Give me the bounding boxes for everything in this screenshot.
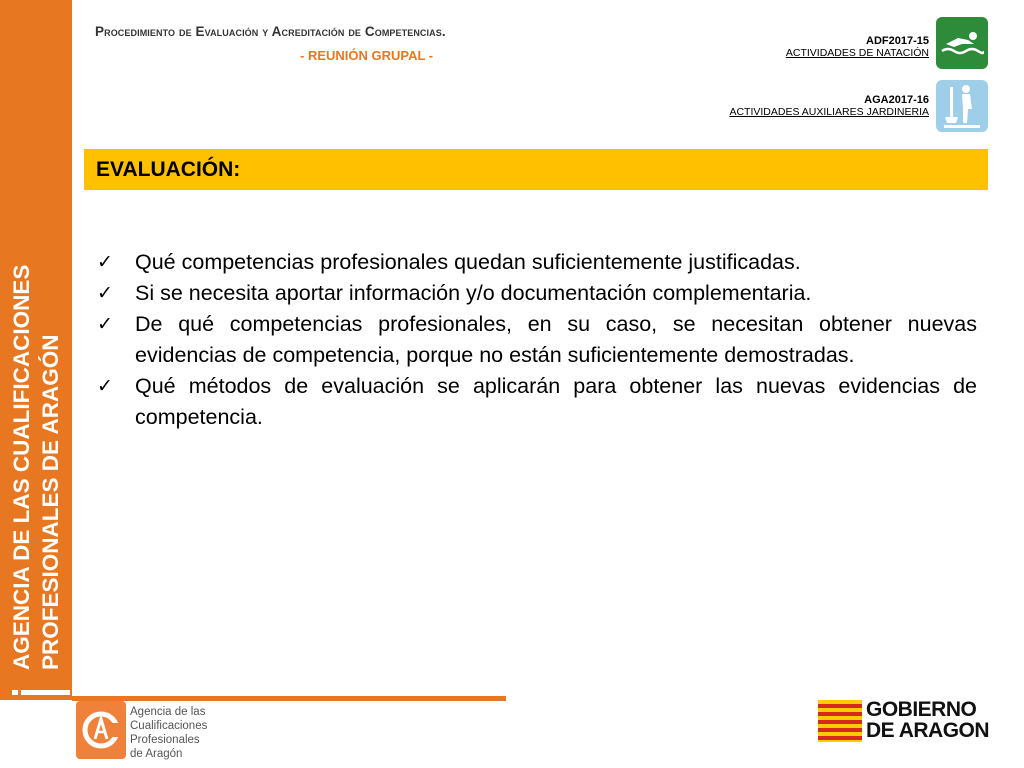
agency-logo-graphic xyxy=(76,701,126,759)
qualification-code: ADF2017-15 xyxy=(866,35,929,47)
checkmark-icon: ✓ xyxy=(97,376,113,397)
agency-logo-line: Agencia de las xyxy=(130,706,206,718)
list-item-text: Qué competencias profesionales quedan suficientemente justificadas. xyxy=(135,250,801,274)
aragon-flag-icon xyxy=(818,700,862,742)
section-heading-bar xyxy=(84,149,988,190)
page-subtitle: - REUNIÓN GRUPAL - xyxy=(300,48,434,63)
qualification-swimming xyxy=(786,35,929,59)
agency-logo-line: Profesionales xyxy=(130,734,200,746)
agency-logo-text xyxy=(130,705,207,761)
page-title: Procedimiento de Evaluación y Acreditación de Competencias. xyxy=(95,24,446,39)
gardener-icon-graphic xyxy=(942,83,982,129)
agency-logo-line: Cualificaciones xyxy=(130,720,208,732)
checkmark-icon: ✓ xyxy=(97,314,113,335)
checkmark-icon: ✓ xyxy=(97,283,113,304)
checkmark-icon: ✓ xyxy=(97,252,113,273)
swimmer-icon xyxy=(936,17,988,69)
footer-divider-line xyxy=(72,696,506,701)
qualification-code: AGA2017-16 xyxy=(864,94,929,106)
gov-line-1: GOBIERNO xyxy=(866,698,977,721)
list-item-text: De qué competencias profesionales, en su caso, se necesitan obtener nuevas evidencias de competencia, porque no están suficientemente demostradas. xyxy=(135,312,977,367)
qualification-desc[interactable]: ACTIVIDADES AUXILIARES JARDINERIA xyxy=(729,106,929,118)
swimmer-icon-graphic xyxy=(940,28,984,58)
list-item xyxy=(97,371,977,433)
gardener-icon xyxy=(936,80,988,132)
sidebar-line-2: PROFESIONALES DE ARAGÓN xyxy=(38,334,63,670)
sidebar-agency-name xyxy=(7,190,65,670)
list-item-text: Si se necesita aportar información y/o documentación complementaria. xyxy=(135,281,812,305)
sidebar-tick xyxy=(18,681,21,695)
qualification-desc[interactable]: ACTIVIDADES DE NATACIÓN xyxy=(785,47,929,59)
section-heading: EVALUACIÓN: xyxy=(96,157,241,181)
list-item-text: Qué métodos de evaluación se aplicarán para obtener las nuevas evidencias de competencia. xyxy=(135,374,977,429)
qualification-gardening xyxy=(729,94,929,118)
government-logo-text xyxy=(866,699,989,741)
list-item xyxy=(97,309,977,371)
list-item xyxy=(97,278,977,309)
sidebar-line-1: AGENCIA DE LAS CUALIFICACIONES xyxy=(9,264,34,670)
agency-logo-icon xyxy=(76,701,126,759)
agency-logo-line: de Aragón xyxy=(130,748,183,760)
sidebar-band xyxy=(0,0,72,700)
bullet-list xyxy=(97,247,977,433)
list-item xyxy=(97,247,977,278)
gov-line-2: DE ARAGON xyxy=(866,719,990,742)
